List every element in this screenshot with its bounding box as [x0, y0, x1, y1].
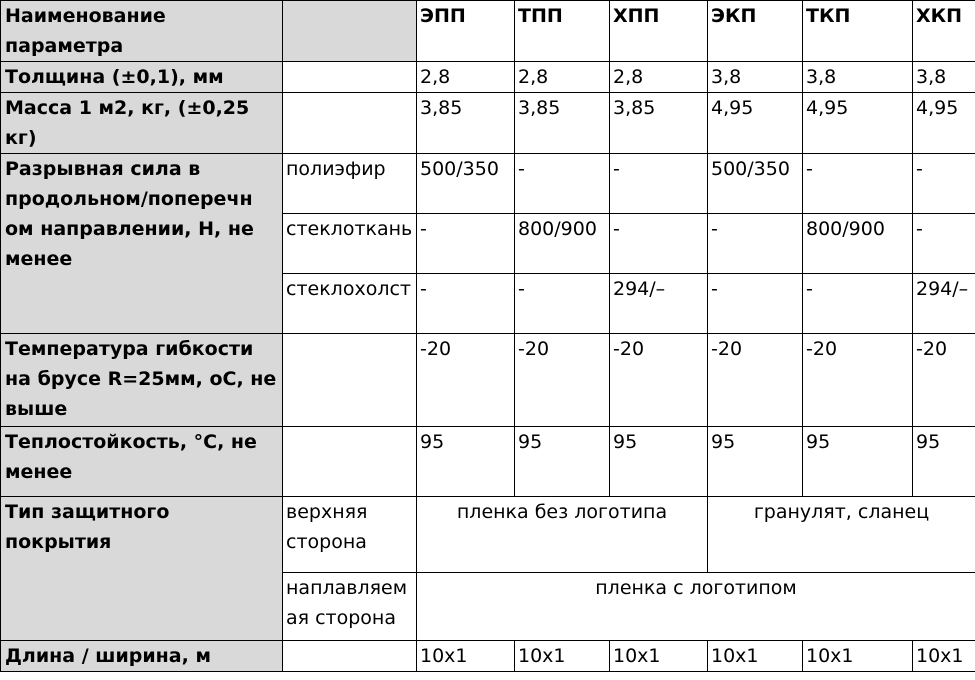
thickness-sub-empty	[283, 62, 417, 93]
thickness-row	[1, 62, 975, 93]
mass-sub-empty	[283, 93, 417, 154]
heat-value: 95	[515, 427, 610, 497]
size-value: 10x1	[515, 641, 610, 672]
heat-row	[1, 427, 975, 497]
thickness-value: 2,8	[610, 62, 708, 93]
mass-value: 3,85	[515, 93, 610, 154]
flex-value: -20	[610, 334, 708, 427]
mass-value: 3,85	[417, 93, 515, 154]
tensile-sub-glass-mat: стеклохолст	[283, 274, 417, 334]
tensile-value: -	[417, 274, 515, 334]
flex-value: -20	[417, 334, 515, 427]
coating-top-film-value: пленка без логотипа	[417, 497, 708, 573]
tensile-value: -	[913, 214, 975, 274]
heat-value: 95	[913, 427, 975, 497]
size-value: 10x1	[610, 641, 708, 672]
thickness-value: 3,8	[913, 62, 975, 93]
tensile-value: -	[417, 214, 515, 274]
flex-sub-empty	[283, 334, 417, 427]
flex-value: -20	[913, 334, 975, 427]
tensile-value: -	[708, 214, 803, 274]
header-col-hpp: ХПП	[610, 1, 708, 62]
header-row	[1, 1, 975, 62]
coating-label: Тип защитного покрытия	[1, 497, 283, 641]
mass-value: 3,85	[610, 93, 708, 154]
tensile-row	[1, 154, 975, 214]
heat-label: Теплостойкость, °С, не менее	[1, 427, 283, 497]
coating-sub-top: верхняя сторона	[283, 497, 417, 573]
header-col-tpp: ТПП	[515, 1, 610, 62]
mass-label: Масса 1 м2, кг, (±0,25 кг)	[1, 93, 283, 154]
size-value: 10x1	[803, 641, 913, 672]
header-col-epp: ЭПП	[417, 1, 515, 62]
header-col-tkp: ТКП	[803, 1, 913, 62]
size-value: 10x1	[913, 641, 975, 672]
thickness-value: 3,8	[803, 62, 913, 93]
tensile-value: 294/–	[913, 274, 975, 334]
flex-value: -20	[515, 334, 610, 427]
tensile-value: -	[515, 274, 610, 334]
mass-value: 4,95	[708, 93, 803, 154]
coating-top-row	[1, 497, 975, 573]
thickness-value: 2,8	[515, 62, 610, 93]
flex-row	[1, 334, 975, 427]
tensile-value: -	[515, 154, 610, 214]
tensile-value: -	[610, 154, 708, 214]
tensile-label: Разрывная сила в продольном/поперечн ом направлении, Н, не менее	[1, 154, 283, 334]
tensile-value: 800/900	[803, 214, 913, 274]
thickness-label: Толщина (±0,1), мм	[1, 62, 283, 93]
header-param: Наименование параметра	[1, 1, 283, 62]
size-row	[1, 641, 975, 672]
tensile-value: 800/900	[515, 214, 610, 274]
tensile-value: -	[610, 214, 708, 274]
tensile-sub-glass-fabric: стеклоткань	[283, 214, 417, 274]
heat-value: 95	[708, 427, 803, 497]
header-col-ekp: ЭКП	[708, 1, 803, 62]
mass-row	[1, 93, 975, 154]
heat-value: 95	[417, 427, 515, 497]
size-value: 10x1	[708, 641, 803, 672]
tensile-value: -	[708, 274, 803, 334]
header-col-hkp: ХКП	[913, 1, 975, 62]
tensile-value: 294/–	[610, 274, 708, 334]
size-label: Длина / ширина, м	[1, 641, 283, 672]
mass-value: 4,95	[803, 93, 913, 154]
tensile-value: 500/350	[417, 154, 515, 214]
tensile-value: -	[913, 154, 975, 214]
flex-label: Температура гибкости на брусе R=25мм, оС, не выше	[1, 334, 283, 427]
tensile-value: 500/350	[708, 154, 803, 214]
tensile-value: -	[803, 154, 913, 214]
tensile-value: -	[803, 274, 913, 334]
heat-value: 95	[610, 427, 708, 497]
flex-value: -20	[708, 334, 803, 427]
coating-top-granulate-value: гранулят, сланец	[708, 497, 975, 573]
heat-sub-empty	[283, 427, 417, 497]
mass-value: 4,95	[913, 93, 975, 154]
tensile-sub-polyester: полиэфир	[283, 154, 417, 214]
header-sub-empty	[283, 1, 417, 62]
size-value: 10x1	[417, 641, 515, 672]
thickness-value: 3,8	[708, 62, 803, 93]
heat-value: 95	[803, 427, 913, 497]
coating-sub-bottom: наплавляем ая сторона	[283, 573, 417, 641]
size-sub-empty	[283, 641, 417, 672]
flex-value: -20	[803, 334, 913, 427]
coating-bottom-value: пленка с логотипом	[417, 573, 975, 641]
thickness-value: 2,8	[417, 62, 515, 93]
